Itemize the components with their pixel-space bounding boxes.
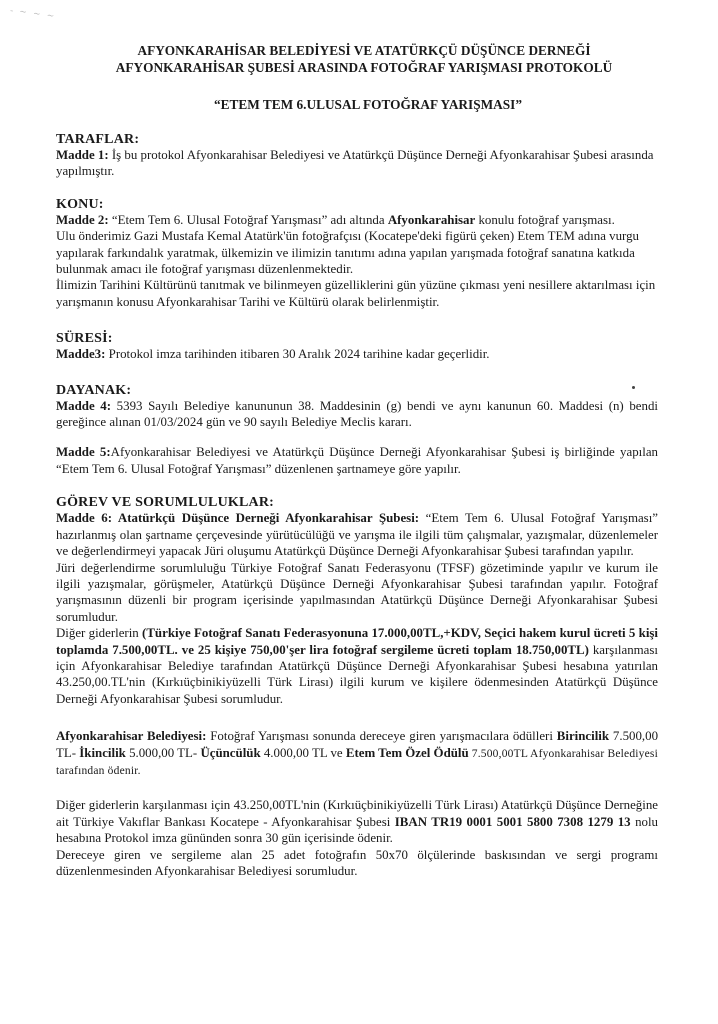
iban-number: IBAN TR19 0001 5001 5800 7308 1279 13 — [394, 814, 631, 829]
title-line-1: AFYONKARAHİSAR BELEDİYESİ VE ATATÜRKÇÜ DÜŞÜNCE DERNEĞİ — [137, 43, 591, 58]
scan-speck — [632, 386, 635, 389]
section-dayanak — [56, 383, 658, 478]
odeme-paragraph — [56, 797, 658, 846]
madde-3 — [56, 346, 658, 362]
document-title — [70, 42, 658, 76]
madde-2 — [56, 212, 658, 228]
juri-paragraph: Jüri değerlendirme sorumluluğu Türkiye Fotoğraf Sanatı Federasyonu (TFSF) gözetiminde yapılır ve kurum ile ilgili yazışmalar, görüşmeler, Atatürkçü Düşünce Derneği Afyonkarahisar Şubesi tarafından yapılır. Fotoğraf yarışmasının düzenli bir program içerisinde yapılmasından Atatürkçü Düşünce Derneği Afyonkarahisar Şubesi sorumludur. — [56, 560, 658, 624]
madde-5 — [56, 444, 658, 477]
belediye-label: Afyonkarahisar Belediyesi: — [56, 729, 207, 744]
madde-1-label: Madde 1: — [56, 148, 109, 162]
ucunculuk-label: Üçüncülük — [200, 745, 261, 760]
heading-gorev: GÖREV VE SORUMLULUKLAR: — [56, 495, 274, 511]
section-taraflar — [56, 132, 658, 180]
section-konu — [56, 197, 658, 310]
madde-1-text: İş bu protokol Afyonkarahisar Belediyesi ve Atatürkçü Düşünce Derneği Afyonkarahisar Şubesi arasında yapılmıştır. — [56, 148, 654, 179]
madde-6-text: “Etem Tem 6. Ulusal Fotoğraf Yarışması” hazırlanmış olan şartname çerçevesinde yürütücülüğü ve yarışma ile ilgili tüm çalışmalar, yazışmalar, düzenlemeler ve değerlendirmeyi yapacak Jüri oluşumu Atatürkçü Düşünce Derneği Afyonkarahisar Şubesi tarafından yapılır. — [56, 511, 659, 559]
odeme-text-b: nolu hesabına Protokol imza gününden sonra 30 gün içerisinde ödenir. — [56, 814, 659, 846]
birincilik-label: Birincilik — [556, 729, 610, 744]
heading-suresi: SÜRESİ: — [56, 331, 113, 347]
madde-6-label: Madde 6: Atatürkçü Düşünce Derneği Afyonkarahisar Şubesi: — [56, 511, 420, 526]
heading-taraflar: TARAFLAR: — [56, 132, 140, 147]
gider-paragraph — [56, 625, 658, 707]
heading-dayanak: DAYANAK: — [56, 382, 132, 398]
section-belediye — [56, 728, 658, 879]
madde-6 — [56, 510, 658, 559]
madde-2-bold: Afyonkarahisar — [387, 212, 476, 227]
gider-text-a: Diğer giderlerin — [56, 626, 143, 641]
belediye-text-e: 7.500,00TL Afyonkarahisar Belediyesi tarafından ödenir. — [56, 747, 659, 777]
madde-4-label: Madde 4: — [56, 398, 112, 413]
madde-3-text: Protokol imza tarihinden itibaren 30 Aralık 2024 tarihine kadar geçerlidir. — [105, 347, 490, 362]
madde-2-label: Madde 2: — [56, 212, 109, 227]
spacer — [56, 779, 658, 797]
madde-4-text: 5393 Sayılı Belediye kanununun 38. Maddesinin (g) bendi ve aynı kanunun 60. Maddesi (n) bendi gereğince alınan 01/03/2024 gün ve 90 sayılı Belediye Meclis kararı. — [56, 398, 658, 430]
konu-paragraph-2: Ulu önderimiz Gazi Mustafa Kemal Atatürk'ün fotoğrafçısı (Kocatepe'deki figürü çeken) Etem TEM adına vurgu yapılarak farkındalık yaratmak, ülkemizin ve ilimizin tanıtımı adına yapılan yarışmada fotoğraf sanatına katkıda bulunmak amacı ile fotoğraf yarışması düzenlenmektedir. — [56, 229, 639, 277]
section-suresi — [56, 331, 658, 362]
ozel-odul-label: Etem Tem Özel Ödülü — [345, 745, 469, 760]
madde-5-label: Madde 5: — [56, 445, 111, 460]
spacer — [56, 430, 658, 444]
madde-2-text-a: “Etem Tem 6. Ulusal Fotoğraf Yarışması” adı altında — [108, 212, 388, 227]
sergi-paragraph: Dereceye giren ve sergileme alan 25 adet fotoğrafın 50x70 ölçülerinde baskısından ve sergi programı düzenlenmesinden Afyonkarahisar Belediyesi sorumludur. — [56, 847, 658, 878]
document-subtitle: “ETEM TEM 6.ULUSAL FOTOĞRAF YARIŞMASI” — [214, 97, 522, 112]
title-line-2: AFYONKARAHİSAR ŞUBESİ ARASINDA FOTOĞRAF YARIŞMASI PROTOKOLÜ — [115, 60, 613, 75]
belediye-paragraph — [56, 728, 658, 779]
madde-1 — [56, 147, 658, 180]
belediye-text-c: 5.000,00 TL- — [125, 745, 201, 760]
belediye-text-b: 7.500,00 TL- — [56, 729, 659, 760]
madde-4 — [56, 398, 658, 431]
madde-2-text-b: konulu fotoğraf yarışması. — [475, 212, 615, 227]
scan-mark: - ∼ ∼ ∼ — [9, 4, 57, 22]
gider-bold: (Türkiye Fotoğraf Sanatı Federasyonuna 17.000,00TL,+KDV, Seçici hakem kurul ücreti 5 kişi toplamda 7.500,00TL. ve 25 kişiye 750,00'şer lira fotoğraf sergileme ücreti toplam 18.750,00TL) — [56, 626, 658, 657]
odeme-text-a: Diğer giderlerin karşılanması için 43.250,00TL'nin (Kırkıüçbinikiyüzelli Türk Lirası) Atatürkçü Düşünce Derneğine ait Türkiye Vakıflar Bankası Kocatepe - Afyonkarahisar Şubesi — [56, 798, 658, 829]
belediye-text-d: 4.000,00 TL ve — [260, 745, 346, 760]
belediye-text-a: Fotoğraf Yarışması sonunda dereceye giren yarışmacılara ödülleri — [206, 729, 557, 744]
section-gorev — [56, 495, 658, 707]
madde-3-label: Madde3: — [56, 347, 106, 362]
madde-5-text: Afyonkarahisar Belediyesi ve Atatürkçü Düşünce Derneği Afyonkarahisar Şubesi iş birliğinde yapılan “Etem Tem 6. Ulusal Fotoğraf Yarışması” düzenlenen şartnameye göre yapılır. — [56, 445, 658, 476]
gider-text-b: karşılanması için Afyonkarahisar Belediye tarafından Atatürkçü Düşünce Derneği Afyonkarahisar Şubesi hesabına yatırılan 43.250,00.TL'nin (Kırkıüçbinikiyüzelli Türk Lirası) ilgili kurum ve kişilere ödenmesinden Atatürkçü Düşünce Derneği Afyonkarahisar Şubesi sorumludur. — [56, 642, 659, 706]
ikincilik-label: İkincilik — [79, 745, 126, 760]
konu-paragraph-3: İlimizin Tarihini Kültürünü tanıtmak ve bilinmeyen güzelliklerini gün yüzüne çıkması yeni nesillere aktarılması için yarışmanın konusu Afyonkarahisar Tarihi ve Kültürü olarak belirlenmiştir. — [56, 278, 656, 309]
heading-konu: KONU: — [56, 196, 104, 212]
